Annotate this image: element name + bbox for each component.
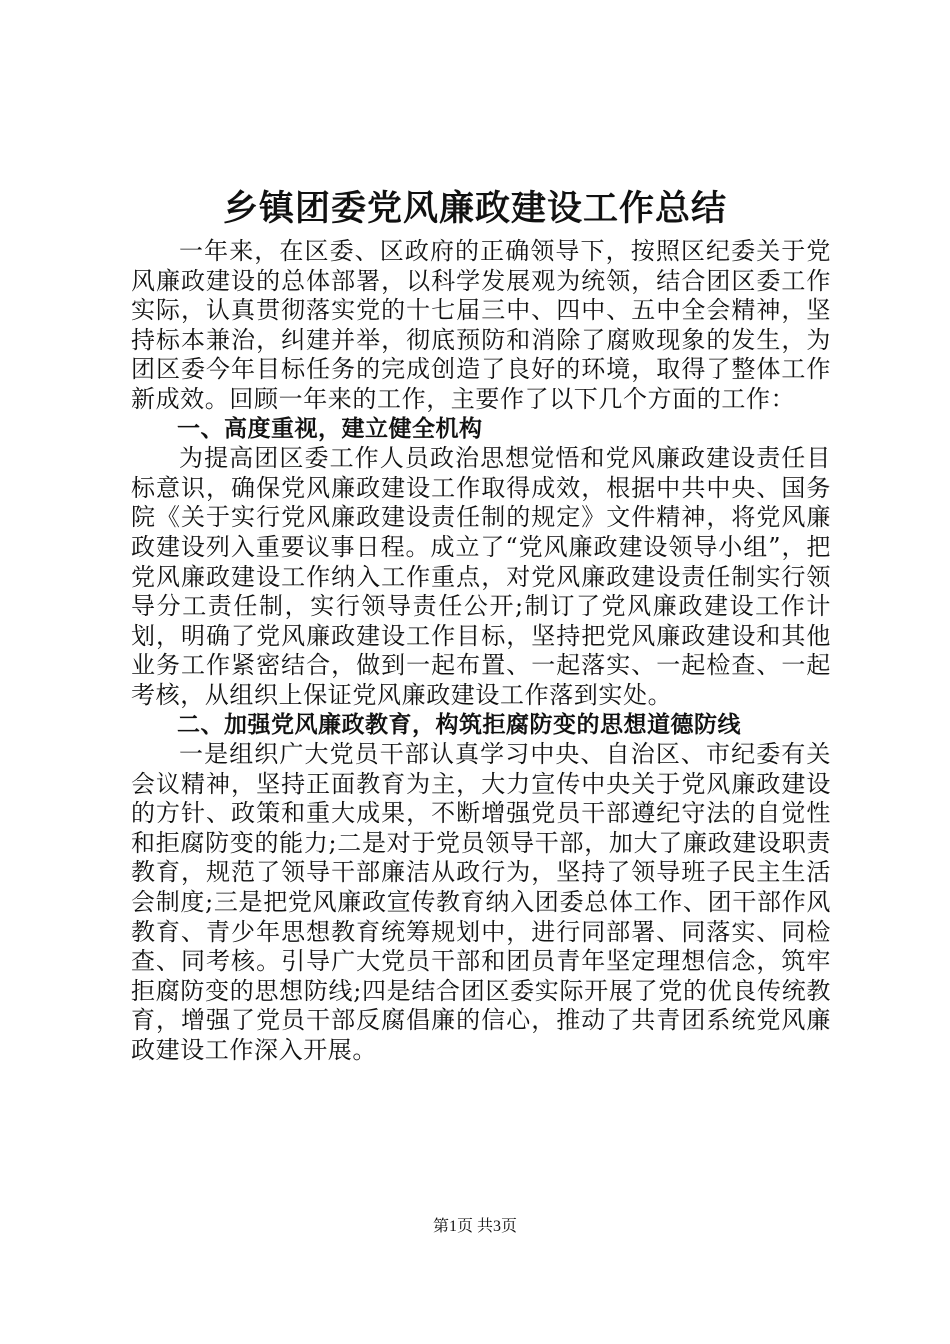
intro-paragraph: 一年来，在区委、区政府的正确领导下，按照区纪委关于党风廉政建设的总体部署，以科学发展观为统领，结合团区委工作实际，认真贯彻落实党的十七届三中、四中、五中全会精神，坚持标本兼治，纠建并举，彻底预防和消除了腐败现象的发生，为团区委今年目标任务的完成创造了良好的环境，取得了整体工作新成效。回顾一年来的工作，主要作了以下几个方面的工作： <box>131 237 831 413</box>
section-1-paragraph: 为提高团区委工作人员政治思想觉悟和党风廉政建设责任目标意识，确保党风廉政建设工作取得成效，根据中共中央、国务院《关于实行党风廉政建设责任制的规定》文件精神，将党风廉政建设列入重要议事日程。成立了“党风廉政建设领导小组”，把党风廉政建设工作纳入工作重点，对党风廉政建设责任制实行领导分工责任制，实行领导责任公开;制订了党风廉政建设工作计划，明确了党风廉政建设工作目标，坚持把党风廉政建设和其他业务工作紧密结合，做到一起布置、一起落实、一起检查、一起考核，从组织上保证党风廉政建设工作落到实处。 <box>131 444 831 709</box>
document-title: 乡镇团委党风廉政建设工作总结 <box>222 188 727 229</box>
section-heading-1: 一、高度重视，建立健全机构 <box>177 415 483 442</box>
section-2-paragraph: 一是组织广大党员干部认真学习中央、自治区、市纪委有关会议精神，坚持正面教育为主，大力宣传中央关于党风廉政建设的方针、政策和重大成果，不断增强党员干部遵纪守法的自觉性和拒腐防变的能力;二是对于党员领导干部，加大了廉政建设职责教育，规范了领导干部廉洁从政行为，坚持了领导班子民主生活会制度;三是把党风廉政宣传教育纳入团委总体工作、团干部作风教育、青少年思想教育统筹规划中，进行同部署、同落实、同检查、同考核。引导广大党员干部和团员青年坚定理想信念，筑牢拒腐防变的思想防线;四是结合团区委实际开展了党的优良传统教育，增强了党员干部反腐倡廉的信心，推动了共青团系统党风廉政建设工作深入开展。 <box>131 740 831 1065</box>
page-footer <box>0 1216 950 1238</box>
page-indicator: 第1页 共3页 <box>432 1218 517 1235</box>
section-heading-2: 二、加强党风廉政教育，构筑拒腐防变的思想道德防线 <box>177 711 741 738</box>
document-body <box>131 237 831 1066</box>
